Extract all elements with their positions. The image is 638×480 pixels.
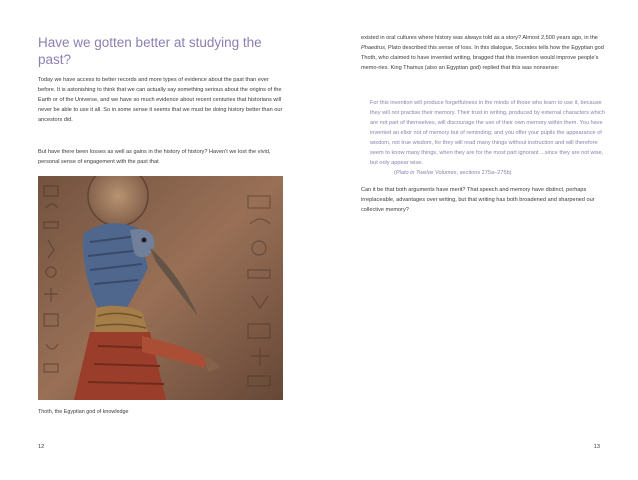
paragraph-text: existed in oral cultures where history was always told as a story? Almost 2,500 years ago, in the xyxy=(361,35,598,41)
citation-title: Plato in Twelve Volumes xyxy=(395,170,457,176)
body-paragraph: Today we have access to better records and more types of evidence about the past than ever before. It is astonishing to think that we can actually say something serious about the origins of the Earth or of the Universe, and we have so much evidence about recent centuries that historians will never be able to use it all. So in some sense it seems that we must be doing history better than our ancestors did. xyxy=(38,77,283,123)
body-paragraph xyxy=(361,33,611,73)
body-paragraph: Can it be that both arguments have merit? That speech and memory have distinct, perhaps irreplaceable, advantages over writing, but that writing has both broadened and sharpened our collective memory? xyxy=(361,187,595,213)
page-heading: Have we gotten better at studying the past? xyxy=(38,35,262,67)
body-paragraph: But have there been losses as well as gains in the history of history? Haven't we lost the vivid, personal sense of engagement with the past that xyxy=(38,149,271,165)
work-title: Phaedrus xyxy=(361,45,385,51)
thoth-relief-illustration xyxy=(38,176,283,400)
citation-open: ( xyxy=(394,170,396,176)
block-quote xyxy=(370,98,608,178)
thoth-relief-photo xyxy=(38,176,283,400)
quote-text: For this invention will produce forgetfulness in the minds of those who learn to use it, because they will not practise their memory. Their trust in writing, produced by external characters which are not part of themselves, will discourage the use of their own memory within them. You have invented an elixir not of memory but of reminding; and you offer your pupils the appearance of wisdom, not true wisdom, for they will read many things without instruction and will therefore seem to know many things, when they are for the most part ignorant ...since they are not wise, but only appear wise. xyxy=(370,100,605,166)
citation-sections: , sections 275a–275b) xyxy=(456,170,512,176)
paragraph-text: , Plato described this sense of loss. In this dialogue, Socrates tells how the Egyptian god Thoth, who claimed to have invented writing, bragged that this invention would improve people's memo-ries. King Thamus (also an Egyptian god) replied that this was nonsense: xyxy=(361,45,604,71)
right-page xyxy=(319,0,638,480)
page-number-right: 13 xyxy=(593,444,600,450)
page-number-left: 12 xyxy=(38,444,45,450)
image-caption: Thoth, the Egyptian god of knowledge xyxy=(38,409,129,415)
quote-citation xyxy=(370,168,608,178)
